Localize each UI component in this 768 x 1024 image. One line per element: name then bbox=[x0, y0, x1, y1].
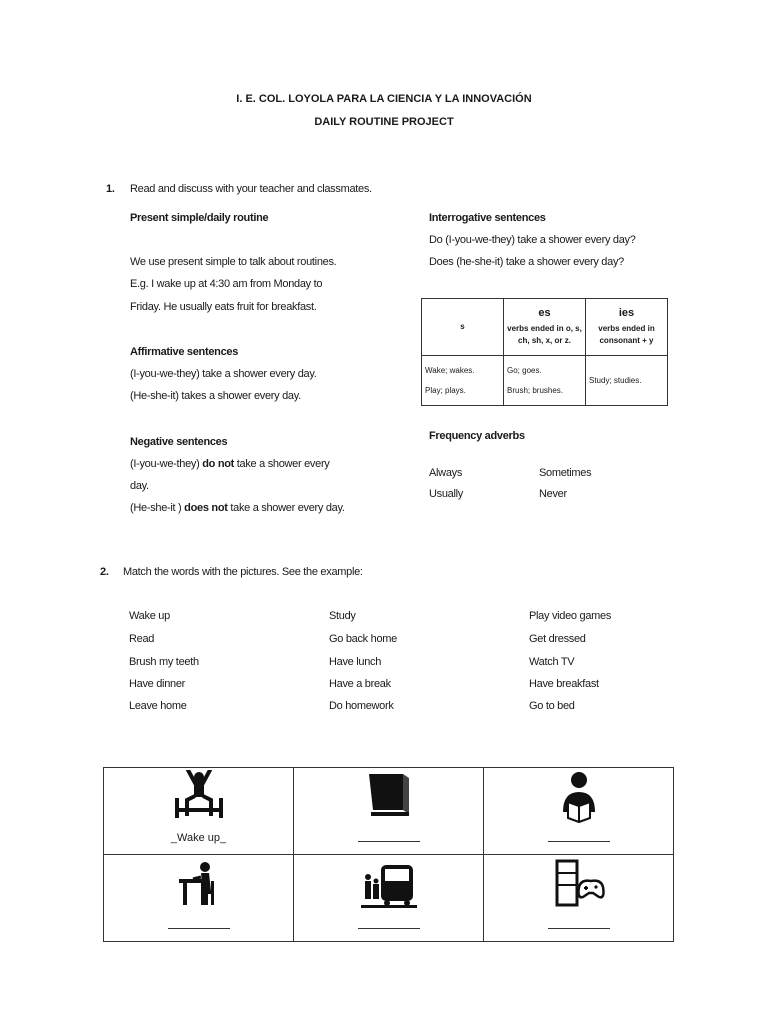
adverb-sometimes: Sometimes bbox=[539, 467, 592, 479]
negative-line-1-pre: (I-you-we-they) bbox=[130, 458, 203, 470]
section-2-instruction: Match the words with the pictures. See the example: bbox=[123, 566, 363, 578]
word-2-5: Do homework bbox=[329, 700, 394, 712]
intro-line-2: E.g. I wake up at 4:30 am from Monday to bbox=[130, 278, 323, 290]
example-s-line-2: Play; plays. bbox=[425, 385, 466, 395]
adverb-never: Never bbox=[539, 488, 567, 500]
word-1-3: Brush my teeth bbox=[129, 656, 199, 668]
header-s-title: s bbox=[460, 322, 465, 331]
example-ies bbox=[586, 356, 668, 406]
intro-line-1: We use present simple to talk about routines. bbox=[130, 256, 337, 268]
word-3-5: Go to bed bbox=[529, 700, 575, 712]
person-studying-at-desk-icon bbox=[171, 857, 227, 913]
header-ies-title: ies bbox=[618, 307, 635, 319]
answer-blank-6[interactable] bbox=[548, 928, 610, 929]
game-console-icon bbox=[551, 857, 607, 913]
section-2-number: 2. bbox=[100, 566, 109, 578]
answer-blank-4[interactable] bbox=[168, 928, 230, 929]
example-es-line-1: Go; goes. bbox=[507, 365, 542, 375]
picture-cell-2 bbox=[294, 768, 484, 855]
adverb-always: Always bbox=[429, 467, 463, 479]
picture-cell-4 bbox=[104, 855, 294, 942]
header-ies-sub: verbs ended in consonant + y bbox=[598, 324, 655, 345]
negative-line-1-bold: do not bbox=[202, 458, 235, 470]
header-es-title: es bbox=[538, 307, 551, 319]
negative-line-2-bold: does not bbox=[184, 502, 228, 514]
header-es-sub: verbs ended in o, s, ch, sh, x, or z. bbox=[507, 324, 582, 345]
person-reading-icon bbox=[551, 770, 607, 826]
intro-line-3: Friday. He usually eats fruit for breakfast. bbox=[130, 301, 317, 313]
answer-blank-2[interactable] bbox=[358, 841, 420, 842]
interrogative-line-1: Do (I-you-we-they) take a shower every day? bbox=[429, 234, 636, 246]
negative-line-1 bbox=[130, 457, 330, 471]
school-name: I. E. COL. LOYOLA PARA LA CIENCIA Y LA INNOVACIÓN bbox=[236, 93, 532, 105]
negative-line-2-post: take a shower every day. bbox=[227, 502, 345, 514]
negative-line-1-post: take a shower every bbox=[234, 458, 330, 470]
pictures-table bbox=[103, 767, 674, 942]
example-ies-line-1: Study; studies. bbox=[589, 375, 642, 385]
person-waking-up-icon bbox=[171, 770, 227, 826]
example-es bbox=[504, 356, 586, 406]
project-title: DAILY ROUTINE PROJECT bbox=[314, 116, 454, 128]
interrogative-title: Interrogative sentences bbox=[429, 212, 546, 224]
adverb-usually: Usually bbox=[429, 488, 463, 500]
header-ies bbox=[586, 299, 668, 356]
word-3-4: Have breakfast bbox=[529, 678, 599, 690]
example-s bbox=[422, 356, 504, 406]
section-1-number: 1. bbox=[106, 183, 115, 195]
word-1-1: Wake up bbox=[129, 610, 170, 622]
example-answer: _Wake up_ bbox=[170, 832, 227, 844]
header-s bbox=[422, 299, 504, 356]
tv-screen-icon bbox=[361, 770, 417, 826]
negative-line-2-pre: (He-she-it ) bbox=[130, 502, 185, 514]
interrogative-line-2: Does (he-she-it) take a shower every day? bbox=[429, 256, 624, 268]
header-es bbox=[504, 299, 586, 356]
word-2-4: Have a break bbox=[329, 678, 391, 690]
affirmative-title: Affirmative sentences bbox=[130, 346, 239, 358]
word-2-2: Go back home bbox=[329, 633, 397, 645]
negative-line-1-cont: day. bbox=[130, 480, 149, 492]
word-3-1: Play video games bbox=[529, 610, 612, 622]
negative-title: Negative sentences bbox=[130, 436, 228, 448]
picture-cell-1 bbox=[104, 768, 294, 855]
spelling-rules-table bbox=[421, 298, 668, 406]
word-1-4: Have dinner bbox=[129, 678, 186, 690]
bus-with-people-icon bbox=[361, 857, 417, 913]
negative-line-2 bbox=[130, 501, 345, 515]
affirmative-line-2: (He-she-it) takes a shower every day. bbox=[130, 390, 301, 402]
word-3-2: Get dressed bbox=[529, 633, 586, 645]
section-1-instruction: Read and discuss with your teacher and classmates. bbox=[130, 183, 372, 195]
picture-cell-3 bbox=[484, 768, 674, 855]
present-simple-title: Present simple/daily routine bbox=[130, 212, 269, 224]
affirmative-line-1: (I-you-we-they) take a shower every day. bbox=[130, 368, 317, 380]
picture-cell-5 bbox=[294, 855, 484, 942]
word-3-3: Watch TV bbox=[529, 656, 575, 668]
word-1-5: Leave home bbox=[129, 700, 187, 712]
picture-cell-6 bbox=[484, 855, 674, 942]
example-es-line-2: Brush; brushes. bbox=[507, 385, 564, 395]
word-2-3: Have lunch bbox=[329, 656, 382, 668]
word-2-1: Study bbox=[329, 610, 356, 622]
word-1-2: Read bbox=[129, 633, 155, 645]
answer-blank-5[interactable] bbox=[358, 928, 420, 929]
example-s-line-1: Wake; wakes. bbox=[425, 365, 475, 375]
frequency-adverbs-title: Frequency adverbs bbox=[429, 430, 525, 442]
answer-blank-3[interactable] bbox=[548, 841, 610, 842]
